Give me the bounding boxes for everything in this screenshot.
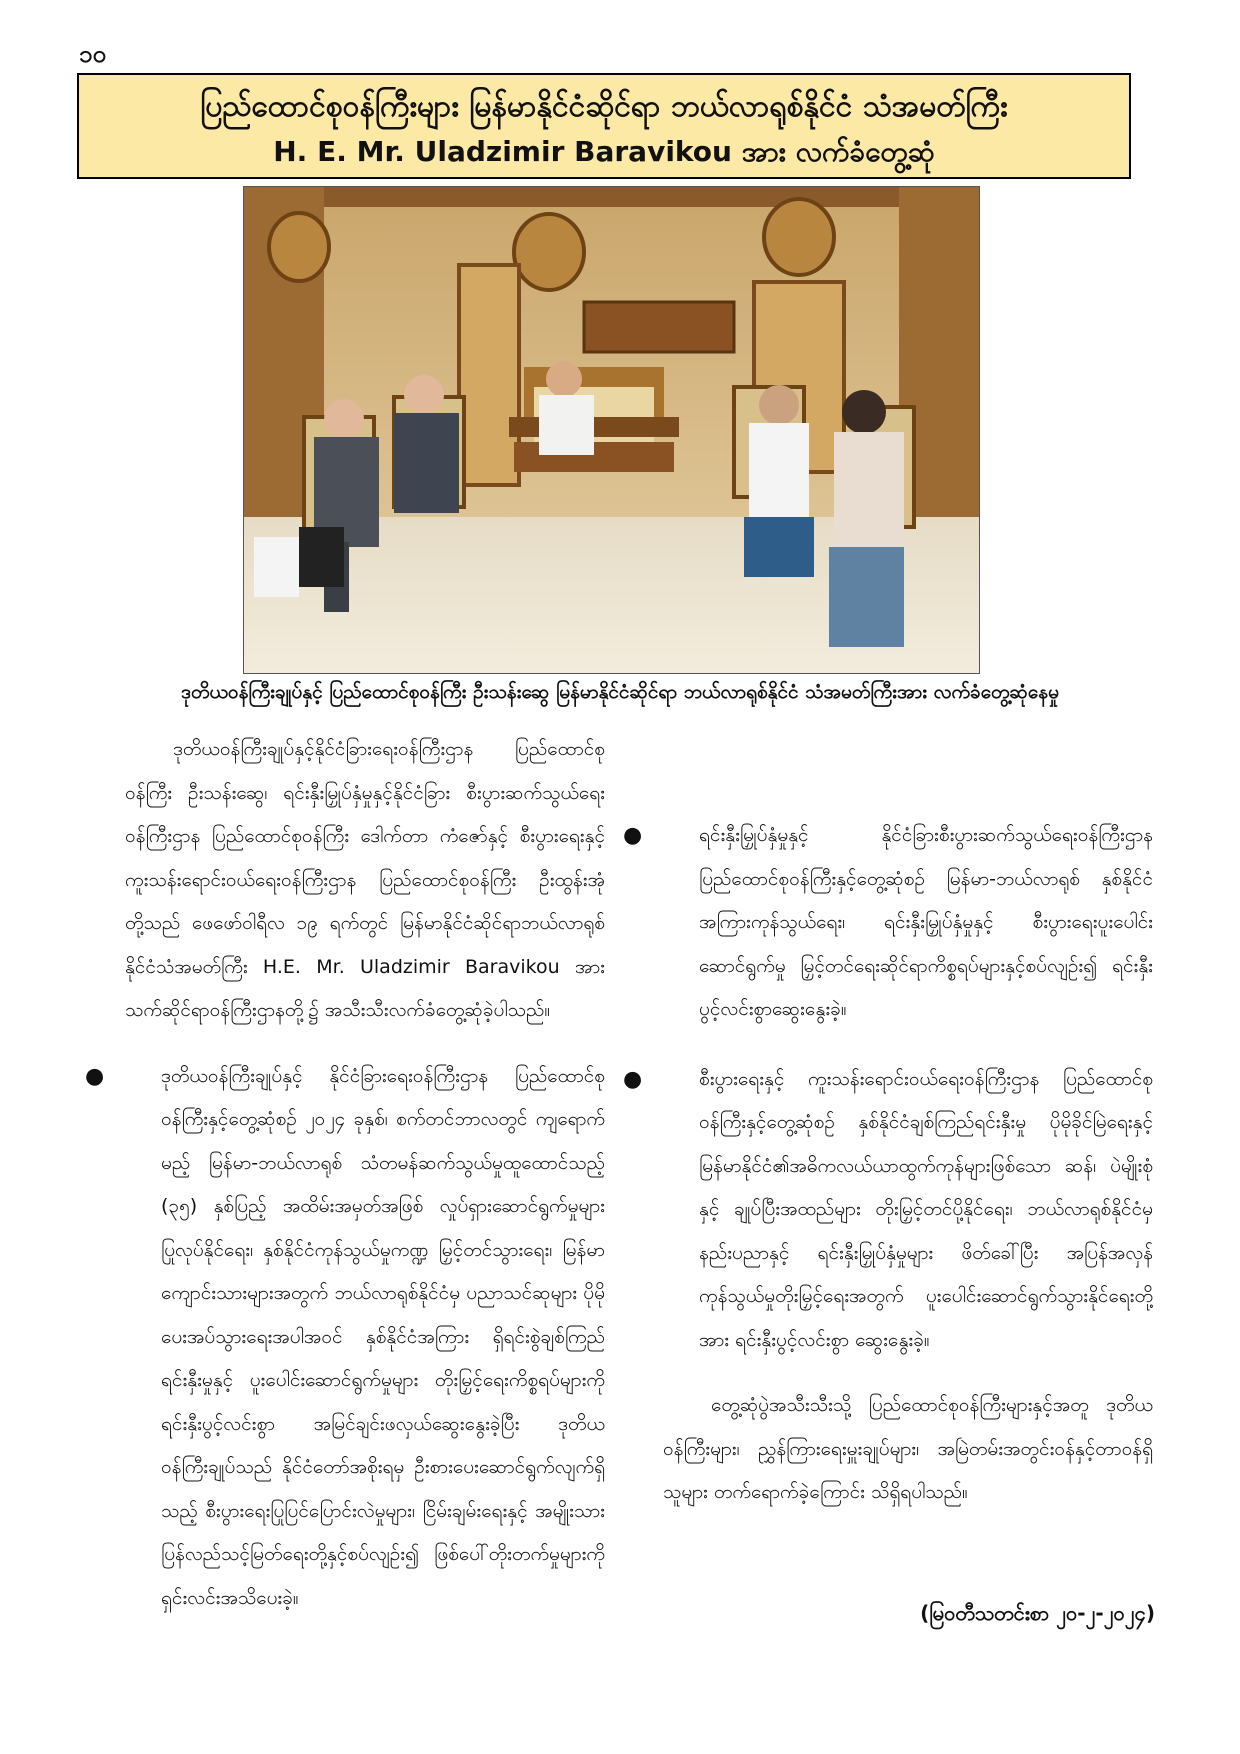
headline-subtitle: H. E. Mr. Uladzimir Baravikou အား လက်ခံတွေ့ဆုံ [273, 135, 935, 168]
meeting-photo [243, 186, 980, 674]
headline-box [77, 73, 1131, 179]
article-column-left [85, 728, 605, 1620]
source-credit: (မြဝတီသတင်းစာ ၂၀-၂-၂၀၂၄) [920, 1601, 1155, 1625]
bullet-text: စီးပွားရေးနှင့် ကူးသန်းရောင်းဝယ်ရေးဝန်ကြီးဌာန ပြည်ထောင်စုဝန်ကြီးနှင့်တွေ့ဆုံစဉ် နှစ်နိုင်ငံချစ်ကြည်ရင်းနှီးမှု ပိုမိုခိုင်မြဲရေးနှင့် မြန်မာနိုင်ငံ၏အဓိကလယ်ယာထွက်ကုန်များဖြစ်သော ဆန်၊ ပဲမျိုးစုံနှင့် ချုပ်ပြီးအထည်များ တိုးမြှင့်တင်ပို့နိုင်ရေး၊ ဘယ်လာရုစ်နိုင်ငံမှ နည်းပညာနှင့် ရင်းနှီးမြှုပ်နှံမှုများ ဖိတ်ခေါ်ပြီး အပြန်အလှန် ကုန်သွယ်မှုတိုးမြှင့်ရေးအတွက် ပူးပေါင်းဆောင်ရွက်သွားနိုင်ရေးတို့အား ရင်းနှီးပွင့်လင်းစွာ ဆွေးနွေးခဲ့။ [699, 1067, 1153, 1351]
bullet-icon: ● [85, 1063, 105, 1089]
article-closing: တွေ့ဆုံပွဲအသီးသီးသို့ ပြည်ထောင်စုဝန်ကြီးများနှင့်အတူ ဒုတိယဝန်ကြီးများ၊ ညွှန်ကြားရေးမှူးချုပ်များ၊ အမြဲတမ်းအတွင်းဝန်နှင့်တာဝန်ရှိသူများ တက်ရောက်ခဲ့ကြောင်း သိရှိရပါသည်။ [663, 1394, 1153, 1503]
bullet-item [85, 1055, 605, 1621]
bullet-item [623, 1058, 1153, 1363]
photo-caption: ဒုတိယဝန်ကြီးချုပ်နှင့် ပြည်ထောင်စုဝန်ကြီး ဦးသန်းဆွေ မြန်မာနိုင်ငံဆိုင်ရာ ဘယ်လာရုစ်နိုင်ငံ သံအမတ်ကြီးအား လက်ခံတွေ့ဆုံနေမှု [181, 681, 1059, 703]
page-number: ၁၀ [79, 40, 106, 68]
article-column-right [623, 728, 1153, 1515]
bullet-item [623, 814, 1153, 1032]
article-intro: ဒုတိယဝန်ကြီးချုပ်နှင့်နိုင်ငံခြားရေးဝန်ကြီးဌာန ပြည်ထောင်စုဝန်ကြီး ဦးသန်းဆွေ၊ ရင်းနှီးမြှုပ်နှံမှုနှင့်နိုင်ငံခြား စီးပွားဆက်သွယ်ရေးဝန်ကြီးဌာန ပြည်ထောင်စုဝန်ကြီး ဒေါက်တာ ကံဇော်နှင့် စီးပွားရေးနှင့်ကူးသန်းရောင်းဝယ်ရေးဝန်ကြီးဌာန ပြည်ထောင်စုဝန်ကြီး ဦးထွန်းအုံတို့သည် ဖေဖော်ဝါရီလ ၁၉ ရက်တွင် မြန်မာနိုင်ငံဆိုင်ရာဘယ်လာရုစ် နိုင်ငံသံအမတ်ကြီး H.E. Mr. Uladzimir Baravikou အား သက်ဆိုင်ရာဝန်ကြီးဌာနတို့၌ အသီးသီးလက်ခံတွေ့ဆုံခဲ့ပါသည်။ [125, 738, 605, 1021]
bullet-icon: ● [623, 1066, 643, 1092]
bullet-text: ရင်းနှီးမြှုပ်နှံမှုနှင့် နိုင်ငံခြားစီးပွားဆက်သွယ်ရေးဝန်ကြီးဌာန ပြည်ထောင်စုဝန်ကြီးနှင့်တွေ့ဆုံစဉ် မြန်မာ-ဘယ်လာရုစ် နှစ်နိုင်ငံအကြားကုန်သွယ်ရေး၊ ရင်းနှီးမြှုပ်နှံမှုနှင့် စီးပွားရေးပူးပေါင်းဆောင်ရွက်မှု မြှင့်တင်ရေးဆိုင်ရာကိစ္စရပ်များနှင့်စပ်လျဉ်း၍ ရင်းနှီးပွင့်လင်းစွာဆွေးနွေးခဲ့။ [699, 824, 1153, 1020]
bullet-icon: ● [623, 823, 643, 848]
headline: ပြည်ထောင်စုဝန်ကြီးများ မြန်မာနိုင်ငံဆိုင်ရာ ဘယ်လာရုစ်နိုင်ငံ သံအမတ်ကြီး [200, 89, 1008, 124]
bullet-text: ဒုတိယဝန်ကြီးချုပ်နှင့် နိုင်ငံခြားရေးဝန်ကြီးဌာန ပြည်ထောင်စုဝန်ကြီးနှင့်တွေ့ဆုံစဉ် ၂၀၂၄ ခုနှစ်၊ စက်တင်ဘာလတွင် ကျရောက်မည့် မြန်မာ-ဘယ်လာရုစ် သံတမန်ဆက်သွယ်မှုထူထောင်သည့် (၃၅) နှစ်ပြည့် အထိမ်းအမှတ်အဖြစ် လှုပ်ရှားဆောင်ရွက်မှုများ ပြုလုပ်နိုင်ရေး၊ နှစ်နိုင်ငံကုန်သွယ်မှုကဏ္ဍ မြှင့်တင်သွားရေး၊ မြန်မာကျောင်းသားများအတွက် ဘယ်လာရုစ်နိုင်ငံမှ ပညာသင်ဆုများ ပိုမိုပေးအပ်သွားရေးအပါအဝင် နှစ်နိုင်ငံအကြား ရှိရင်းစွဲချစ်ကြည်ရင်းနှီးမှုနှင့် ပူးပေါင်းဆောင်ရွက်မှုများ တိုးမြှင့်ရေးကိစ္စရပ်များကို ရင်းနှီးပွင့်လင်းစွာ အမြင်ချင်းဖလှယ်ဆွေးနွေးခဲ့ပြီး ဒုတိယဝန်ကြီးချုပ်သည် နိုင်ငံတော်အစိုးရမှ ဦးစားပေးဆောင်ရွက်လျက်ရှိသည့် စီးပွားရေးပြုပြင်ပြောင်းလဲမှုများ၊ ငြိမ်းချမ်းရေးနှင့် အမျိုးသားပြန်လည်သင့်မြတ်ရေးတို့နှင့်စပ်လျဉ်း၍ ဖြစ်ပေါ်တိုးတက်မှုများကို ရှင်းလင်းအသိပေးခဲ့။ [161, 1064, 605, 1609]
